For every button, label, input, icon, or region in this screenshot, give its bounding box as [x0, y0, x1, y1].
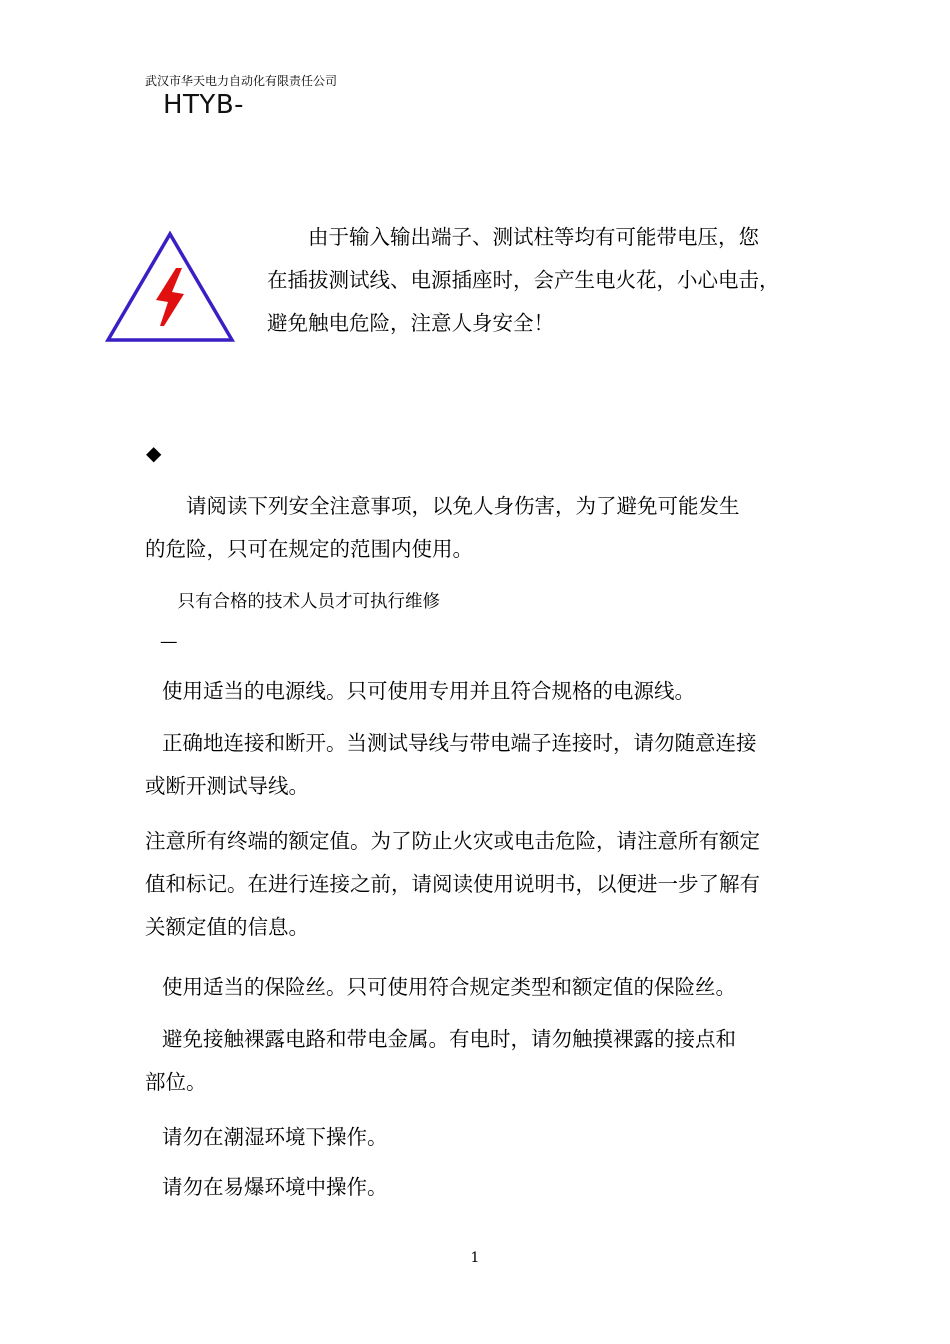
document-title: HTYB-: [163, 90, 616, 120]
connect-item: [145, 722, 810, 808]
intro-paragraph: [145, 485, 810, 571]
connect-line: 正确地连接和断开。当测试导线与带电端子连接时，请勿随意连接: [162, 731, 757, 755]
rating-line: 注意所有终端的额定值。为了防止火灾或电击危险，请注意所有额定: [145, 829, 760, 853]
humid-item: 请勿在潮湿环境下操作。: [162, 1125, 388, 1149]
warning-line: 由于输入输出端子、测试柱等均有可能带电压，您: [267, 225, 759, 249]
section-heading-label: [175, 440, 255, 465]
maintenance-subnote: —: [160, 632, 365, 652]
page-number: 1: [470, 1250, 480, 1266]
high-voltage-warning-icon: [104, 230, 236, 345]
exposed-circuit-item: [145, 1018, 810, 1104]
rating-item: [145, 820, 810, 949]
lightning-bolt: [156, 268, 184, 326]
fuse-item: 使用适当的保险丝。只可使用符合规定类型和额定值的保险丝。: [162, 975, 736, 999]
intro-line: 的危险，只可在规定的范围内使用。: [145, 537, 473, 561]
diamond-bullet-icon: ◆: [146, 440, 162, 465]
connect-line: 或断开测试导线。: [145, 774, 309, 798]
power-cord-item: 使用适当的电源线。只可使用专用并且符合规格的电源线。: [162, 679, 695, 703]
warning-line: 在插拔测试线、电源插座时，会产生电火花，小心电击，: [267, 268, 780, 292]
warning-message: [267, 216, 812, 345]
company-name: 武汉市华天电力自动化有限责任公司: [145, 74, 338, 88]
exposed-line: 部位。: [145, 1070, 207, 1094]
maintenance-note: 只有合格的技术人员才可执行维修: [160, 592, 440, 612]
warning-line: 避免触电危险，注意人身安全！: [267, 311, 554, 335]
exposed-line: 避免接触裸露电路和带电金属。有电时，请勿触摸裸露的接点和: [162, 1027, 736, 1051]
explosive-item: 请勿在易爆环境中操作。: [162, 1175, 388, 1199]
rating-line: 关额定值的信息。: [145, 915, 309, 939]
section-heading: [146, 440, 255, 465]
rating-line: 值和标记。在进行连接之前，请阅读使用说明书，以便进一步了解有: [145, 872, 760, 896]
intro-line: 请阅读下列安全注意事项，以免人身伤害，为了避免可能发生: [145, 494, 740, 518]
